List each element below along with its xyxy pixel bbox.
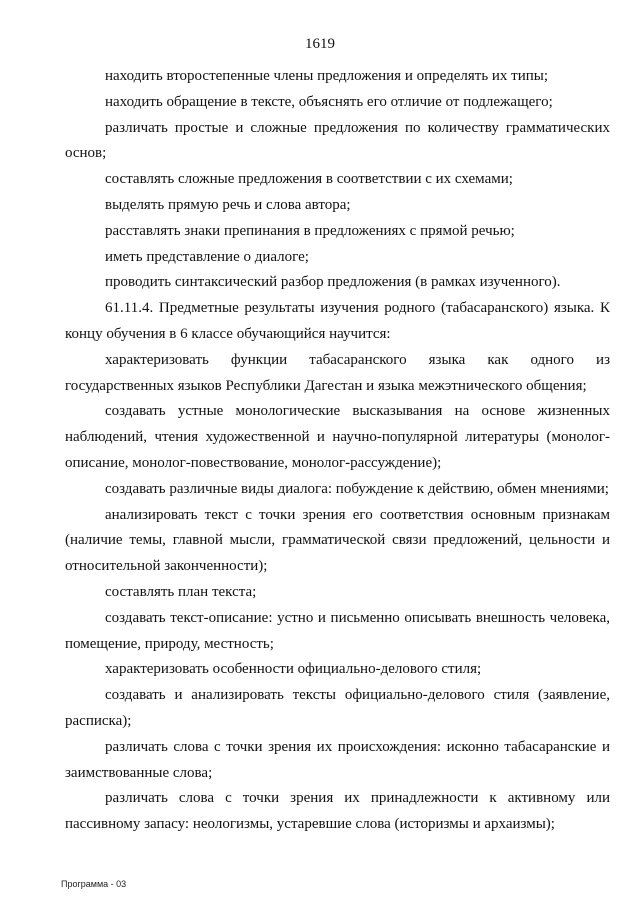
paragraph: создавать устные монологические высказывания на основе жизненных наблюдений, чтения художественной и научно-популярной литературы (монолог-описание, монолог-повествование, монолог-рассуждение); (65, 403, 610, 471)
document-body (65, 64, 610, 838)
paragraph: анализировать текст с точки зрения его соответствия основным признакам (наличие темы, главной мысли, грамматической связи предложений, цельности и относительной законченности); (65, 506, 610, 575)
paragraph: составлять сложные предложения в соответствии с их схемами; (105, 171, 513, 188)
page-number: 1619 (305, 36, 335, 52)
paragraph: составлять план текста; (105, 583, 257, 600)
paragraph: иметь представление о диалоге; (105, 248, 309, 265)
paragraph: создавать текст-описание: устно и письменно описывать внешность человека, помещение, природу, местность; (65, 609, 610, 652)
footer-label: Программа - 03 (61, 879, 127, 889)
paragraph: различать слова с точки зрения их принадлежности к активному или пассивному запасу: неологизмы, устаревшие слова (историзмы и архаизмы); (65, 790, 610, 833)
paragraph: проводить синтаксический разбор предложения (в рамках изученного). (105, 274, 561, 291)
paragraph: различать слова с точки зрения их происхождения: исконно табасаранские и заимствованные слова; (65, 738, 610, 781)
paragraph: характеризовать функции табасаранского языка как одного из государственных языков Республики Дагестан и языка межэтнического общения; (65, 351, 610, 394)
section-heading-paragraph: 61.11.4. Предметные результаты изучения родного (табасаранского) языка. К концу обучения в 6 классе обучающийся научится: (65, 300, 610, 342)
paragraph: различать простые и сложные предложения по количеству грамматических основ; (65, 119, 610, 162)
paragraph: находить второстепенные члены предложения и определять их типы; (105, 68, 549, 84)
paragraph: находить обращение в тексте, объяснять его отличие от подлежащего; (105, 93, 553, 110)
paragraph: создавать и анализировать тексты официально-делового стиля (заявление, расписка); (65, 687, 610, 729)
paragraph: характеризовать особенности официально-делового стиля; (105, 661, 482, 678)
paragraph: выделять прямую речь и слова автора; (105, 196, 351, 213)
paragraph: расставлять знаки препинания в предложениях с прямой речью; (105, 222, 515, 239)
paragraph: создавать различные виды диалога: побуждение к действию, обмен мнениями; (105, 480, 609, 497)
